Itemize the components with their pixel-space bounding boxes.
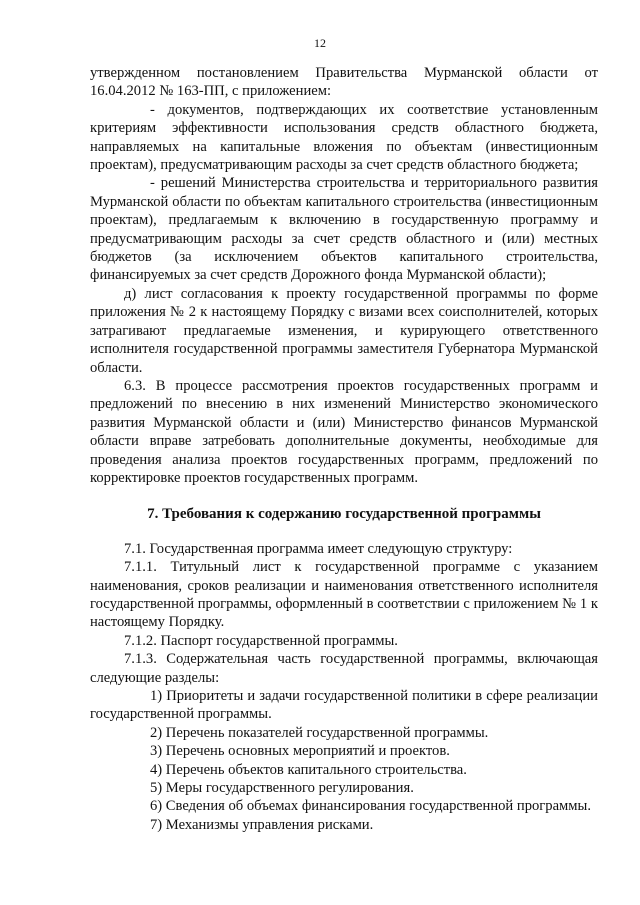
sections-list-item: 4) Перечень объектов капитального строительства.	[150, 761, 467, 778]
section-heading: 7. Требования к содержанию государственной программы	[147, 506, 541, 523]
paragraph-7-1: 7.1. Государственная программа имеет следующую структуру:	[124, 540, 513, 557]
paragraph-7-1-2: 7.1.2. Паспорт государственной программы.	[124, 632, 398, 649]
sections-list-item: 7) Механизмы управления рисками.	[150, 816, 374, 833]
list-item-decisions: - решений Министерства строительства и территориального развития Мурманской области по объектам капитального строительства (инвестиционным проектам), предлагаемым к включению в государственную программу и предусматривающим расходы за счет средств областного и (или) местных бюджетов (за исключением объектов капитального строительства, финансируемых за счет средств Дорожного фонда Мурманской области);	[90, 175, 598, 284]
paragraph-7-1-1: 7.1.1. Титульный лист к государственной программе с указанием наименования, сроков реализации и наименования ответственного исполнителя государственной программы, оформленный в соответствии с приложением № 1 к настоящему Порядку.	[90, 559, 598, 631]
sections-list-item: 2) Перечень показателей государственной программы.	[150, 724, 489, 741]
paragraph-6-3: 6.3. В процессе рассмотрения проектов государственных программ и предложений по внесению в них изменений Министерство экономического развития Мурманской области и (или) Министерство финансов Мурманской области вправе затребовать дополнительные документы, необходимые для проведения анализа проектов государственных программ, предложений по корректировке проектов государственных программ.	[90, 377, 598, 486]
sections-list-item: 6) Сведения об объемах финансирования государственной программы.	[150, 798, 591, 815]
paragraph-continuation: утвержденном постановлением Правительства Мурманской области от 16.04.2012 № 163-ПП, с приложением:	[90, 65, 598, 100]
list-item-documents: - документов, подтверждающих их соответствие установленным критериям эффективности использования средств областного бюджета, направляемых на капитальные вложения по объектам (инвестиционным проектам), предусматривающим расходы за счет средств областного бюджета;	[90, 101, 598, 174]
paragraph-7-1-3: 7.1.3. Содержательная часть государственной программы, включающая следующие разделы:	[90, 651, 598, 686]
paragraph-item-d: д) лист согласования к проекту государственной программы по форме приложения № 2 к настоящему Порядку с визами всех соисполнителей, которых затрагивают предлагаемые изменения, и курирующего ответственного исполнителя государственной программы заместителя Губернатора Мурманской области.	[90, 285, 598, 376]
page-number: 12	[314, 36, 326, 50]
document-body	[90, 64, 598, 834]
sections-list-item: 3) Перечень основных мероприятий и проектов.	[150, 743, 450, 760]
sections-list-item: 1) Приоритеты и задачи государственной политики в сфере реализации государственной программы.	[90, 688, 598, 723]
sections-list-item: 5) Меры государственного регулирования.	[150, 780, 414, 797]
